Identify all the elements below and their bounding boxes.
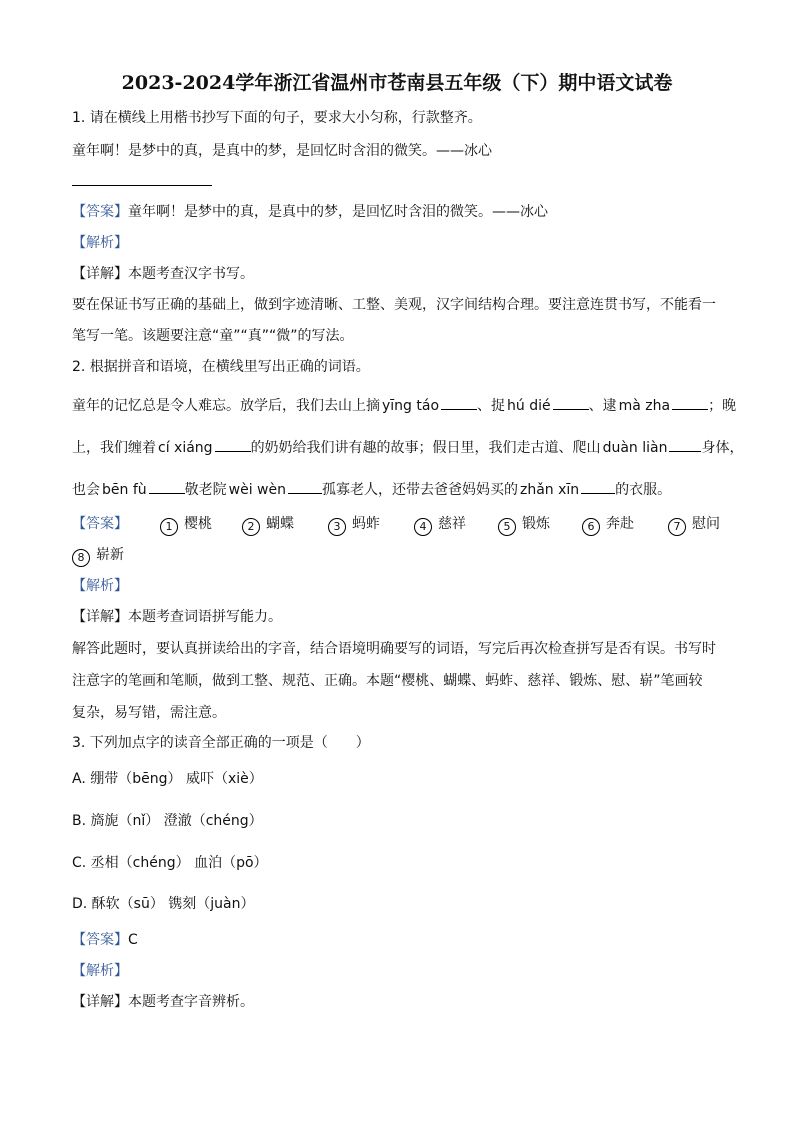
q2-analysis-tag: 【解析】 <box>72 578 128 594</box>
q1-explain-line-2: 笔写一笔。该题要注意“童”“真”“微”的写法。 <box>72 328 354 344</box>
q1-prompt: 1. 请在横线上用楷书抄写下面的句子，要求大小匀称，行款整齐。 <box>72 110 482 126</box>
circled-number: 1 <box>160 518 178 536</box>
answer-tag: 【答案】 <box>72 932 128 948</box>
answer-word: 蚂蚱 <box>352 516 380 532</box>
blank-8[interactable] <box>581 479 615 494</box>
pinyin: yīng táo <box>382 398 440 414</box>
pinyin: duàn liàn <box>602 440 668 456</box>
q3-detail-text: 本题考查字音辨析。 <box>128 994 254 1010</box>
answer-tag: 【答案】 <box>72 204 128 220</box>
answer-word: 奔赴 <box>606 516 634 532</box>
passage-text: 、逮 <box>588 398 617 414</box>
exam-title: 2023-2024学年浙江省温州市苍南县五年级（下）期中语文试卷 <box>121 72 673 94</box>
passage-text: 上，我们缠着 <box>72 440 156 456</box>
answer-word: 蝴蝶 <box>266 516 294 532</box>
passage-text: 也会 <box>72 482 100 498</box>
circled-number: 3 <box>328 518 346 536</box>
q2-answer-row <box>72 514 720 534</box>
q2-detail-text: 本题考查词语拼写能力。 <box>128 609 282 625</box>
answer-item <box>498 514 550 536</box>
answer-word: 樱桃 <box>184 516 212 532</box>
q2-detail <box>72 607 282 627</box>
circled-number: 2 <box>242 518 260 536</box>
circled-number: 6 <box>582 518 600 536</box>
q2-passage-line-3 <box>72 479 671 500</box>
blank-2[interactable] <box>553 395 589 410</box>
answer-item <box>242 514 294 536</box>
q1-sentence: 童年啊！是梦中的真，是真中的梦，是回忆时含泪的微笑。——冰心 <box>72 143 492 159</box>
passage-text: 的衣服。 <box>615 482 672 498</box>
circled-number: 8 <box>72 549 90 567</box>
q3-detail <box>72 992 254 1012</box>
passage-text: 孤寡老人，还带去爸爸妈妈买的 <box>321 482 518 498</box>
circled-number: 7 <box>668 518 686 536</box>
q1-answer <box>72 202 548 222</box>
passage-text: 的奶奶给我们讲有趣的故事；假日里，我们走古道、爬山 <box>250 440 601 456</box>
pinyin: cí xiáng <box>158 440 213 456</box>
answer-word: 崭新 <box>96 547 124 563</box>
pinyin: mà zha <box>618 398 671 414</box>
q3-answer-text: C <box>128 932 138 948</box>
q2-prompt: 2. 根据拼音和语境，在横线里写出正确的词语。 <box>72 359 370 375</box>
q2-explain-line-1: 解答此题时，要认真拼读给出的字音，结合语境明确要写的词语，写完后再次检查拼写是否有误。书写时 <box>72 641 716 657</box>
answer-item <box>160 514 212 536</box>
q3-answer <box>72 930 138 950</box>
blank-7[interactable] <box>288 479 322 494</box>
blank-1[interactable] <box>441 395 477 410</box>
blank-4[interactable] <box>215 437 251 452</box>
q1-detail-text: 本题考查汉字书写。 <box>128 266 254 282</box>
q3-option-b[interactable]: B. 旖旎（nǐ） 澄澈（chéng） <box>72 813 263 829</box>
passage-text: 童年的记忆总是令人难忘。放学后，我们去山上摘 <box>72 398 380 414</box>
q2-explain-line-2: 注意字的笔画和笔顺，做到工整、规范、正确。本题“樱桃、蝴蝶、蚂蚱、慈祥、锻炼、慰、崭”笔画较 <box>72 673 703 689</box>
q1-analysis-tag: 【解析】 <box>72 235 128 251</box>
circled-number: 5 <box>498 518 516 536</box>
q2-answer-row-2 <box>72 545 124 567</box>
q1-answer-text: 童年啊！是梦中的真，是真中的梦，是回忆时含泪的微笑。——冰心 <box>128 204 548 220</box>
detail-tag: 【详解】 <box>72 609 128 625</box>
blank-5[interactable] <box>669 437 701 452</box>
answer-item <box>328 514 380 536</box>
passage-text: 身体， <box>701 440 744 456</box>
q3-analysis-tag: 【解析】 <box>72 963 128 979</box>
circled-number: 4 <box>414 518 432 536</box>
detail-tag: 【详解】 <box>72 266 128 282</box>
pinyin: zhǎn xīn <box>519 482 580 498</box>
passage-text: 、捉 <box>477 398 506 414</box>
q1-writing-line <box>72 185 212 186</box>
q3-option-d[interactable]: D. 酥软（sū） 镌刻（juàn） <box>72 896 255 912</box>
q3-prompt: 3. 下列加点字的读音全部正确的一项是（ ） <box>72 735 370 751</box>
answer-item <box>582 514 634 536</box>
pinyin: bēn fù <box>102 482 147 498</box>
answer-word: 慰问 <box>692 516 720 532</box>
detail-tag: 【详解】 <box>72 994 128 1010</box>
answer-item <box>414 514 466 536</box>
answer-word: 锻炼 <box>522 516 550 532</box>
blank-6[interactable] <box>149 479 185 494</box>
answer-tag: 【答案】 <box>72 516 128 532</box>
q3-option-a[interactable]: A. 绷带（bēng） 威吓（xiè） <box>72 771 263 787</box>
passage-text: ；晚 <box>708 398 737 414</box>
q2-passage-line-2 <box>72 437 743 458</box>
pinyin: wèi wèn <box>228 482 286 498</box>
pinyin: hú dié <box>507 398 551 414</box>
q1-detail <box>72 264 254 284</box>
answer-word: 慈祥 <box>438 516 466 532</box>
passage-text: 敬老院 <box>184 482 227 498</box>
q1-explain-line-1: 要在保证书写正确的基础上，做到字迹清晰、工整、美观，汉字间结构合理。要注意连贯书写，不能看一 <box>72 297 716 313</box>
q2-explain-line-3: 复杂，易写错，需注意。 <box>72 705 226 721</box>
answer-item <box>668 514 720 536</box>
q3-option-c[interactable]: C. 丞相（chéng） 血泊（pō） <box>72 855 268 871</box>
q2-passage-line-1 <box>72 395 736 416</box>
blank-3[interactable] <box>672 395 708 410</box>
